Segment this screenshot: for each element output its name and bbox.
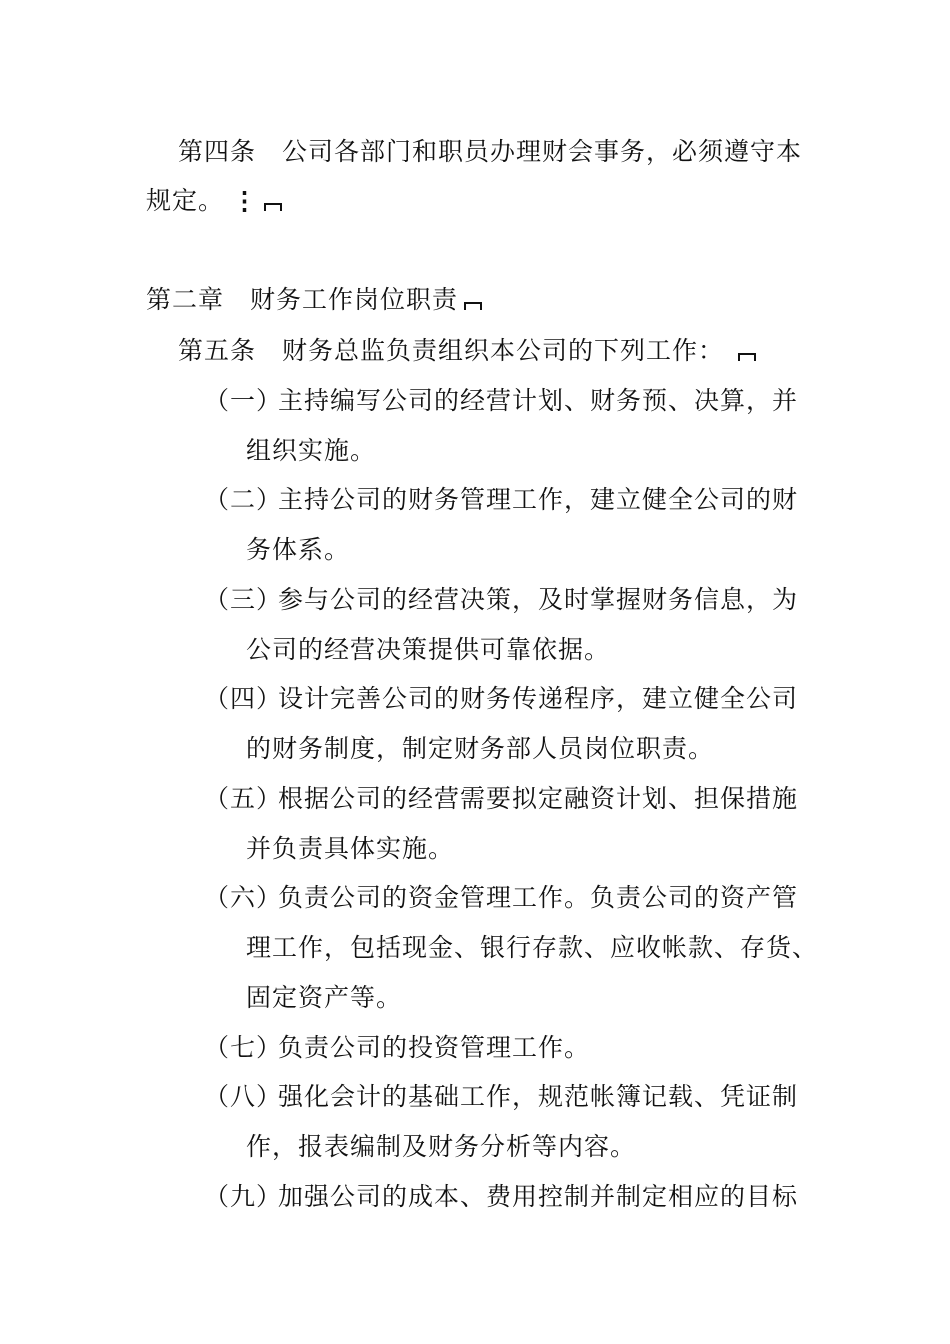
list-item-text: 参与公司的经营决策，及时掌握财务信息，为: [278, 585, 799, 614]
list-item-4-line2: [246, 734, 714, 764]
list-item-5-line1: [204, 784, 798, 814]
list-item-text: 组织实施。: [246, 436, 377, 465]
list-item-text: 并负责具体实施。: [246, 834, 455, 863]
list-item-number: （三）: [204, 585, 283, 614]
article4-line1: [178, 137, 802, 167]
list-item-text: 强化会计的基础工作，规范帐簿记载、凭证制: [278, 1082, 799, 1111]
list-item-text: 主持公司的财务管理工作，建立健全公司的财: [278, 485, 799, 514]
list-item-6-line2: [246, 933, 818, 963]
article4-line2: [146, 186, 282, 216]
paragraph-mark-icon: [264, 203, 282, 211]
list-item-5-line2: [246, 834, 454, 864]
list-item-text: 作，报表编制及财务分析等内容。: [246, 1132, 637, 1161]
chapter2-heading: [146, 285, 482, 315]
list-item-number: （二）: [204, 485, 283, 514]
list-item-3-line1: [204, 585, 798, 615]
list-item-number: （一）: [204, 386, 283, 415]
list-item-3-line2: [246, 635, 610, 665]
list-item-number: （九）: [204, 1182, 283, 1211]
article5-text: 财务总监负责组织本公司的下列工作：: [282, 336, 725, 365]
list-item-text: 根据公司的经营需要拟定融资计划、担保措施: [278, 784, 799, 813]
list-item-text: 的财务制度，制定财务部人员岗位职责。: [246, 734, 715, 763]
list-item-number: （六）: [204, 883, 283, 912]
list-item-number: （五）: [204, 784, 283, 813]
paragraph-mark-icon: [464, 302, 482, 310]
article4-label: 第四条: [178, 137, 257, 166]
list-item-4-line1: [204, 684, 798, 714]
list-item-number: （七）: [204, 1033, 283, 1062]
list-item-number: （四）: [204, 684, 283, 713]
list-item-8-line2: [246, 1132, 636, 1162]
list-item-6-line3: [246, 983, 402, 1013]
list-item-text: 负责公司的投资管理工作。: [278, 1033, 591, 1062]
chapter2-title: 财务工作岗位职责: [250, 285, 459, 314]
list-item-6-line1: [204, 883, 798, 913]
list-item-2-line2: [246, 535, 350, 565]
list-item-text: 加强公司的成本、费用控制并制定相应的目标: [278, 1182, 799, 1211]
list-item-1-line2: [246, 436, 376, 466]
article4-text-line2: 规定。: [146, 186, 225, 215]
chapter2-label: 第二章: [146, 285, 225, 314]
paragraph-mark-icon: [738, 353, 756, 361]
list-item-text: 理工作，包括现金、银行存款、应收帐款、存货、: [246, 933, 819, 962]
list-item-7-line1: [204, 1033, 590, 1063]
list-item-2-line1: [204, 485, 798, 515]
article5-line: [178, 336, 756, 366]
list-item-text: 设计完善公司的财务传递程序，建立健全公司: [278, 684, 799, 713]
list-item-text: 固定资产等。: [246, 983, 403, 1012]
list-item-text: 负责公司的资金管理工作。负责公司的资产管: [278, 883, 799, 912]
article4-text-line1: 公司各部门和职员办理财会事务，必须遵守本: [282, 137, 803, 166]
vertical-ellipsis-mark: ⋮: [232, 186, 259, 215]
list-item-8-line1: [204, 1082, 798, 1112]
article5-label: 第五条: [178, 336, 257, 365]
list-item-text: 主持编写公司的经营计划、财务预、决算，并: [278, 386, 799, 415]
list-item-9-line1: [204, 1182, 798, 1212]
list-item-1-line1: [204, 386, 798, 416]
list-item-number: （八）: [204, 1082, 283, 1111]
list-item-text: 公司的经营决策提供可靠依据。: [246, 635, 611, 664]
list-item-text: 务体系。: [246, 535, 351, 564]
